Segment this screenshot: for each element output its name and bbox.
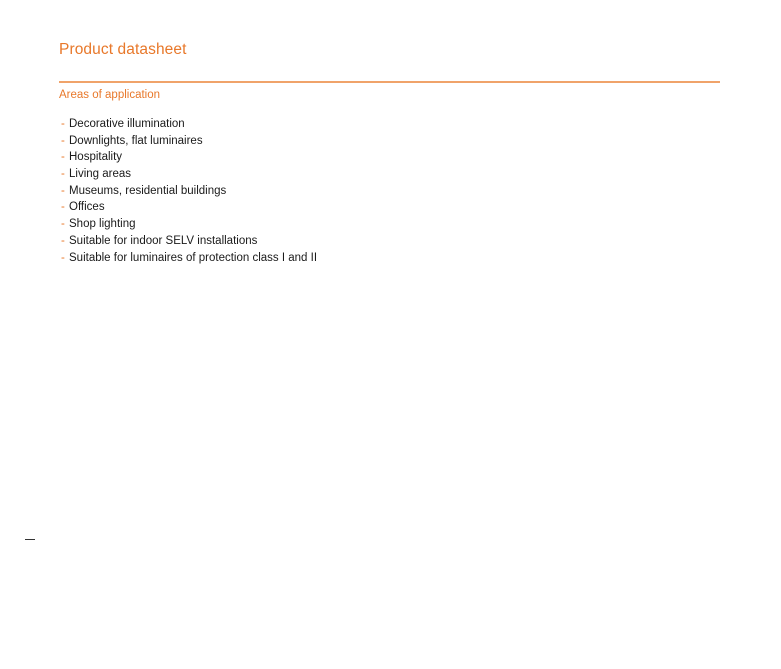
list-item-text: Shop lighting: [69, 218, 136, 231]
list-item: [59, 233, 317, 250]
list-item-text: Hospitality: [69, 151, 123, 164]
list-item: [59, 166, 317, 183]
bullet-dash: -: [61, 234, 65, 247]
list-item: [59, 149, 317, 166]
list-item-text: Suitable for indoor SELV installations: [69, 234, 258, 247]
bullet-dash: -: [61, 134, 65, 147]
bullet-dash: -: [61, 218, 65, 231]
bullet-dash: -: [61, 118, 65, 130]
list-item: [59, 116, 317, 133]
bullet-dash: -: [61, 251, 65, 264]
list-item: [59, 250, 317, 267]
list-item-text: Downlights, flat luminaires: [69, 134, 203, 147]
list-item-text: Decorative illumination: [69, 118, 185, 130]
bullet-dash: -: [61, 168, 65, 181]
bullet-dash: -: [61, 184, 65, 197]
fold-mark: [25, 539, 35, 540]
list-item: [59, 183, 317, 200]
title-divider: [59, 81, 720, 83]
section-heading: Areas of application: [59, 89, 161, 101]
list-item-text: Offices: [69, 201, 105, 214]
page-title: Product datasheet: [59, 41, 187, 58]
bullet-dash: -: [61, 201, 65, 214]
list-item: [59, 133, 317, 150]
list-item-text: Suitable for luminaires of protection class I and II: [69, 251, 318, 264]
list-item-text: Living areas: [69, 168, 132, 181]
application-list: [59, 116, 317, 266]
list-item-text: Museums, residential buildings: [69, 184, 227, 197]
list-item: [59, 199, 317, 216]
bullet-dash: -: [61, 151, 65, 164]
list-item: [59, 216, 317, 233]
